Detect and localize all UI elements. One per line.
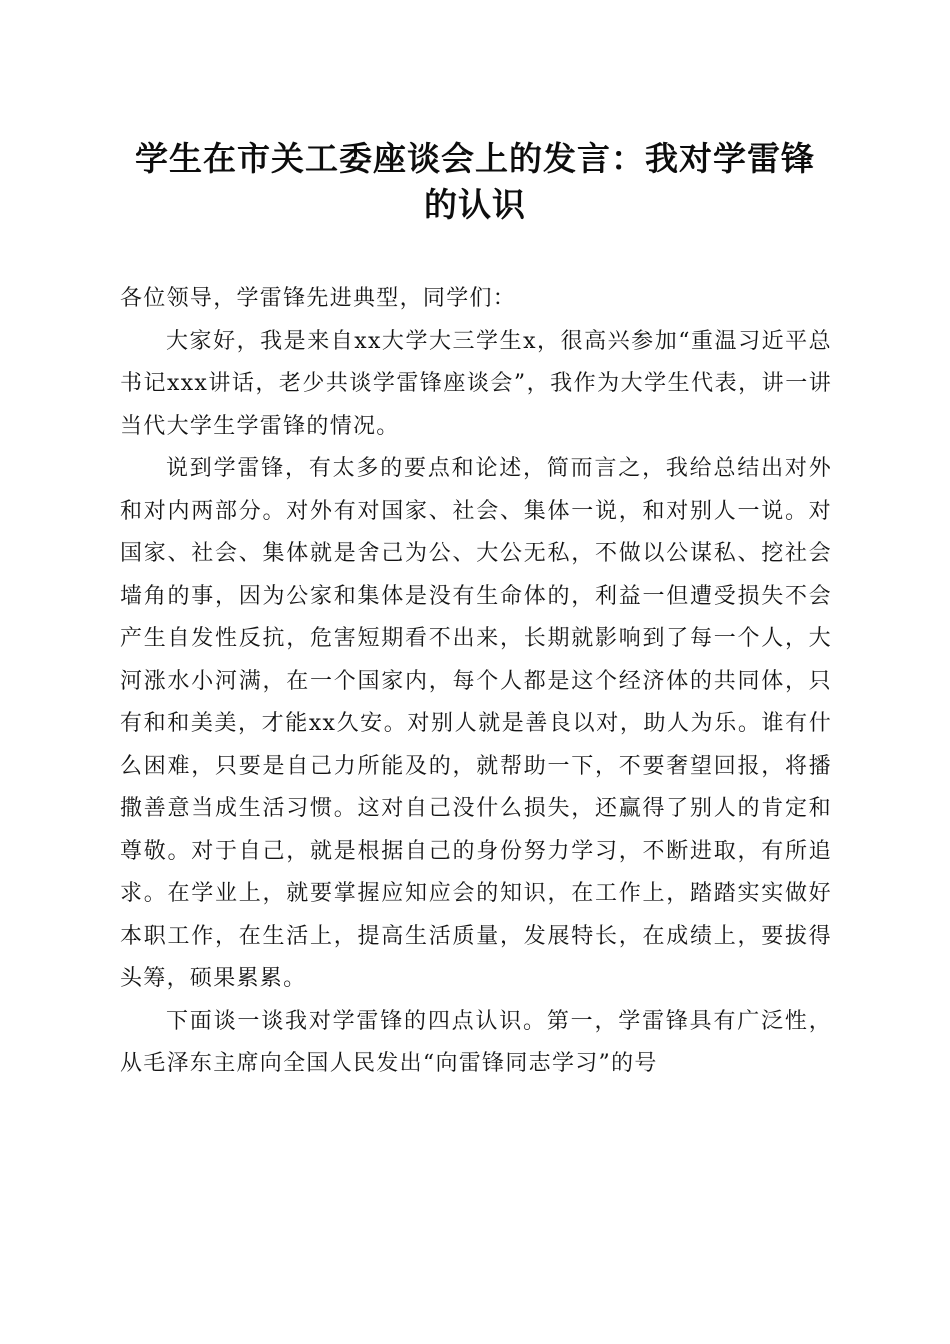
document-title-line-2: 的认识 [424,185,526,224]
document-body [120,278,832,1086]
paragraph-learning-leifeng: 说到学雷锋，有太多的要点和论述，简而言之，我给总结出对外和对内两部分。对外有对国家、社会、集体一说，和对别人一说。对国家、社会、集体就是舍己为公、大公无私，不做以公谋私、挖社会墙角的事，因为公家和集体是没有生命体的，利益一但遭受损失不会产生自发性反抗，危害短期看不出来，长期就影响到了每一个人，大河涨水小河满，在一个国家内，每个人都是这个经济体的共同体，只有和和美美，才能xx久安。对别人就是善良以对，助人为乐。谁有什么困难，只要是自己力所能及的，就帮助一下，不要奢望回报，将播撒善意当成生活习惯。这对自己没什么损失，还赢得了别人的肯定和尊敬。对于自己，就是根据自己的身份努力学习，不断进取，有所追求。在学业上，就要掌握应知应会的知识，在工作上，踏踏实实做好本职工作，在生活上，提高生活质量，发展特长，在成绩上，要拔得头筹，硕果累累。 [120,456,832,991]
paragraph-greeting: 大家好，我是来自xx大学大三学生x，很高兴参加“重温习近平总书记xxx讲话，老少共谈学雷锋座谈会”，我作为大学生代表，讲一讲当代大学生学雷锋的情况。 [120,328,832,439]
document-title-line-1: 学生在市关工委座谈会上的发言：我对学雷锋 [135,139,815,178]
salutation: 各位领导，学雷锋先进典型，同学们： [120,286,517,311]
document-title [110,136,840,228]
paragraph-four-points: 下面谈一谈我对学雷锋的四点认识。第一，学雷锋具有广泛性，从毛泽东主席向全国人民发出“向雷锋同志学习”的号 [120,1008,832,1076]
